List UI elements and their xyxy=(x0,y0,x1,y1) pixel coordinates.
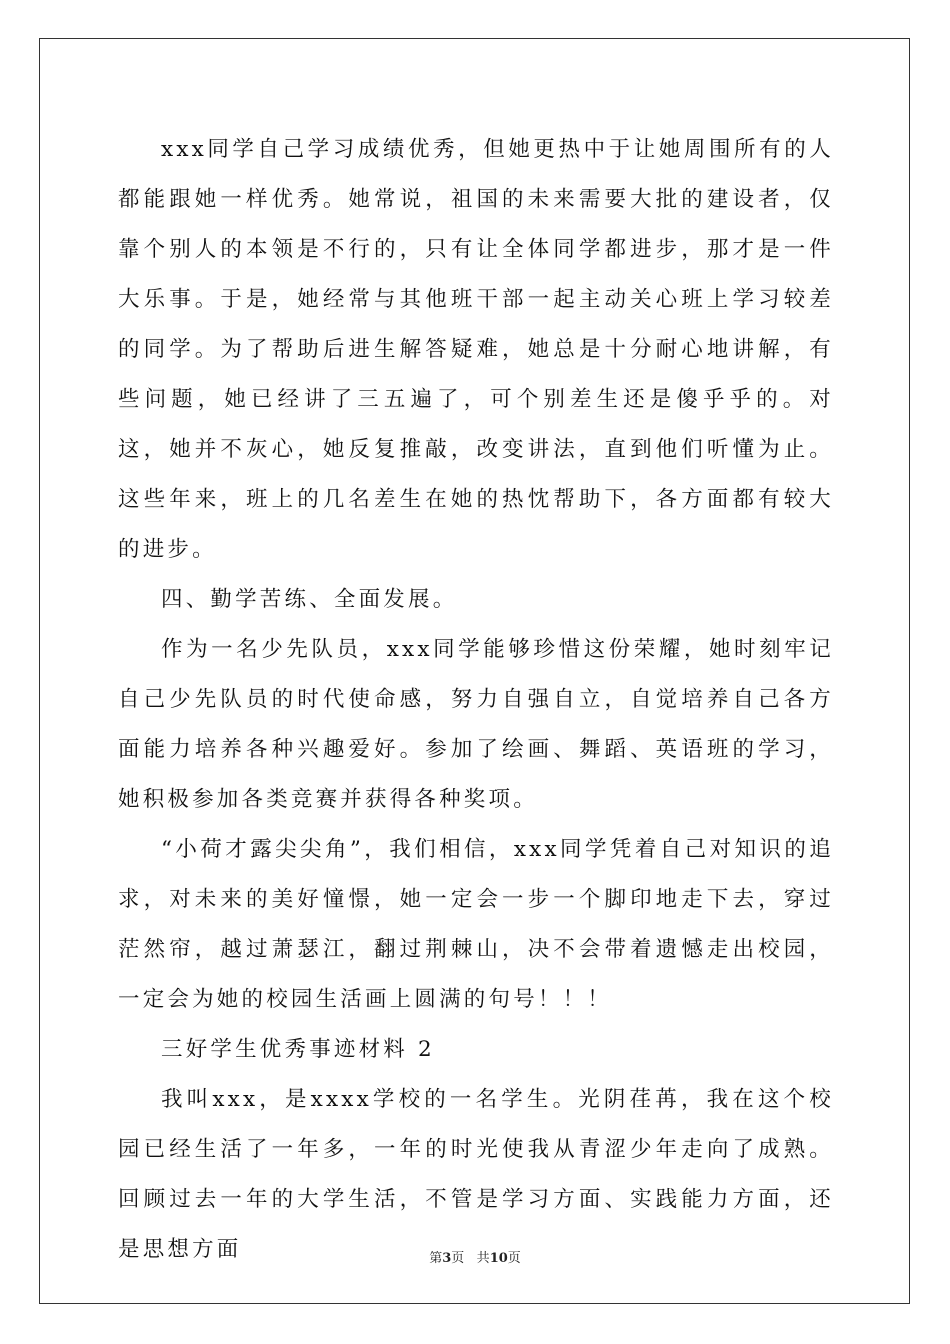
total-pages: 10 xyxy=(489,1251,508,1266)
paragraph-1: xxx同学自己学习成绩优秀，但她更热中于让她周围所有的人都能跟她一样优秀。她常说，祖国的未来需要大批的建设者，仅靠个别人的本领是不行的，只有让全体同学都进步，那才是一件大乐事。于是，她经常与其他班干部一起主动关心班上学习较差的同学。为了帮助后进生解答疑难，她总是十分耐心地讲解，有些问题，她已经讲了三五遍了，可个别差生还是傻乎乎的。对这，她并不灰心，她反复推敲，改变讲法，直到他们听懂为止。这些年来，班上的几名差生在她的热忱帮助下，各方面都有较大的进步。 xyxy=(118,137,834,562)
page-suffix: 页 xyxy=(451,1251,465,1266)
page-prefix: 第 xyxy=(429,1251,443,1266)
total-prefix: 共 xyxy=(476,1251,490,1266)
total-suffix: 页 xyxy=(507,1251,521,1266)
document-body xyxy=(118,125,834,1275)
paragraph-2: 作为一名少先队员，xxx同学能够珍惜这份荣耀，她时刻牢记自己少先队员的时代使命感，努力自强自立，自觉培养自己各方面能力培养各种兴趣爱好。参加了绘画、舞蹈、英语班的学习，她积极参加各类竞赛并获得各种奖项。 xyxy=(118,637,834,812)
page-footer xyxy=(0,1247,950,1266)
document-subtitle: 三好学生优秀事迹材料 2 xyxy=(161,1037,435,1062)
paragraph-4: 我叫xxx，是xxxx学校的一名学生。光阴荏苒，我在这个校园已经生活了一年多，一年的时光使我从青涩少年走向了成熟。回顾过去一年的大学生活，不管是学习方面、实践能力方面，还是思想方面 xyxy=(118,1087,834,1262)
page-number: 3 xyxy=(442,1251,452,1266)
section-heading-4: 四、勤学苦练、全面发展。 xyxy=(161,587,458,612)
paragraph-3: “小荷才露尖尖角”，我们相信，xxx同学凭着自己对知识的追求，对未来的美好憧憬，她一定会一步一个脚印地走下去，穿过茫然帘，越过萧瑟江，翻过荆棘山，决不会带着遗憾走出校园，一定会为她的校园生活画上圆满的句号！！！ xyxy=(118,837,834,1012)
